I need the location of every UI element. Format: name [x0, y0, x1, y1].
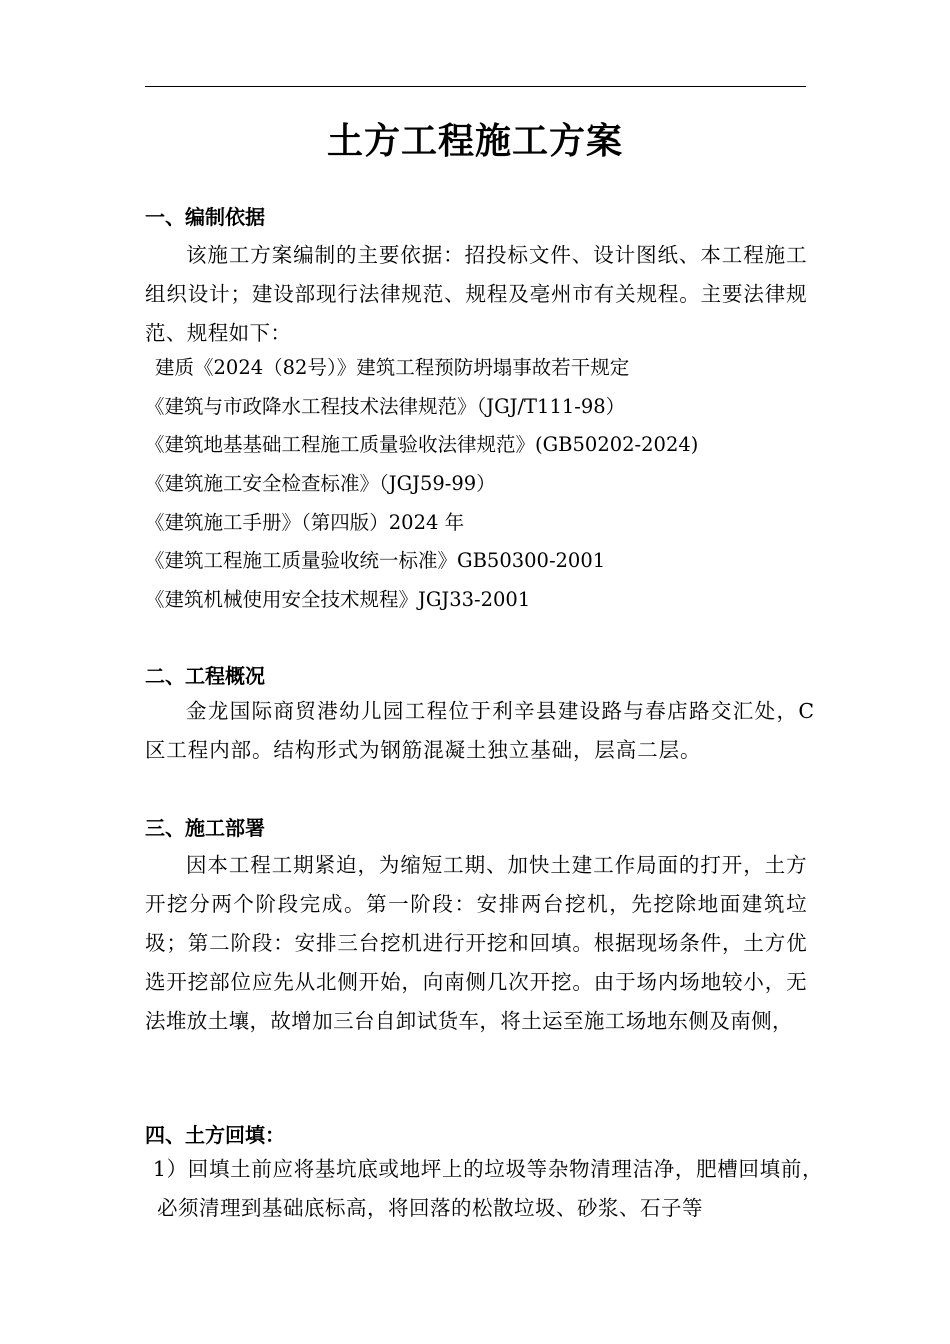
list-item: 《建筑机械使用安全技术规程》JGJ33-2001 [145, 588, 531, 612]
list-item: 《建筑地基基础工程施工质量验收法律规范》(GB50202-2024) [145, 433, 699, 457]
list-item: 《建筑施工手册》（第四版）2024 年 [145, 510, 465, 534]
document-title: 土方工程施工方案 [326, 120, 623, 162]
reference-list [145, 349, 698, 620]
section-paragraph-basis: 该施工方案编制的主要依据：招投标文件、设计图纸、本工程施工组织设计；建设部现行法律规范、规程及亳州市有关规程。主要法律规范、规程如下： [145, 243, 807, 345]
list-item: 《建筑工程施工质量验收统一标准》GB50300-2001 [145, 549, 606, 573]
section-heading-overview: 二、工程概况 [145, 664, 265, 688]
section-paragraph-overview: 金龙国际商贸港幼儿园工程位于利辛县建设路与春店路交汇处，C区工程内部。结构形式为钢筋混凝土独立基础，层高二层。 [145, 699, 815, 762]
list-item: 建质《2024（82号）》建筑工程预防坍塌事故若干规定 [155, 356, 630, 379]
list-item: 《建筑与市政降水工程技术法律规范》（JGJ/T111-98） [145, 394, 626, 418]
section-paragraph-backfill: 1）回填土前应将基坑底或地坪上的垃圾等杂物清理洁净，肥槽回填前，必须清理到基础底标高，将回落的松散垃圾、砂浆、石子等 [152, 1157, 823, 1220]
section-heading-deployment: 三、施工部署 [145, 816, 265, 840]
section-heading-backfill: 四、土方回填： [145, 1123, 285, 1147]
section-heading-basis: 一、编制依据 [145, 205, 265, 229]
header-rule [145, 86, 806, 87]
list-item: 《建筑施工安全检查标准》（JGJ59-99） [145, 472, 496, 496]
section-paragraph-deployment: 因本工程工期紧迫，为缩短工期、加快土建工作局面的打开，土方开挖分两个阶段完成。第一阶段：安排两台挖机，先挖除地面建筑垃圾；第二阶段：安排三台挖机进行开挖和回填。根据现场条件，土方优选开挖部位应先从北侧开始，向南侧几次开挖。由于场内场地较小，无法堆放土壤，故增加三台自卸试货车，将土运至施工场地东侧及南侧， [145, 853, 807, 1033]
